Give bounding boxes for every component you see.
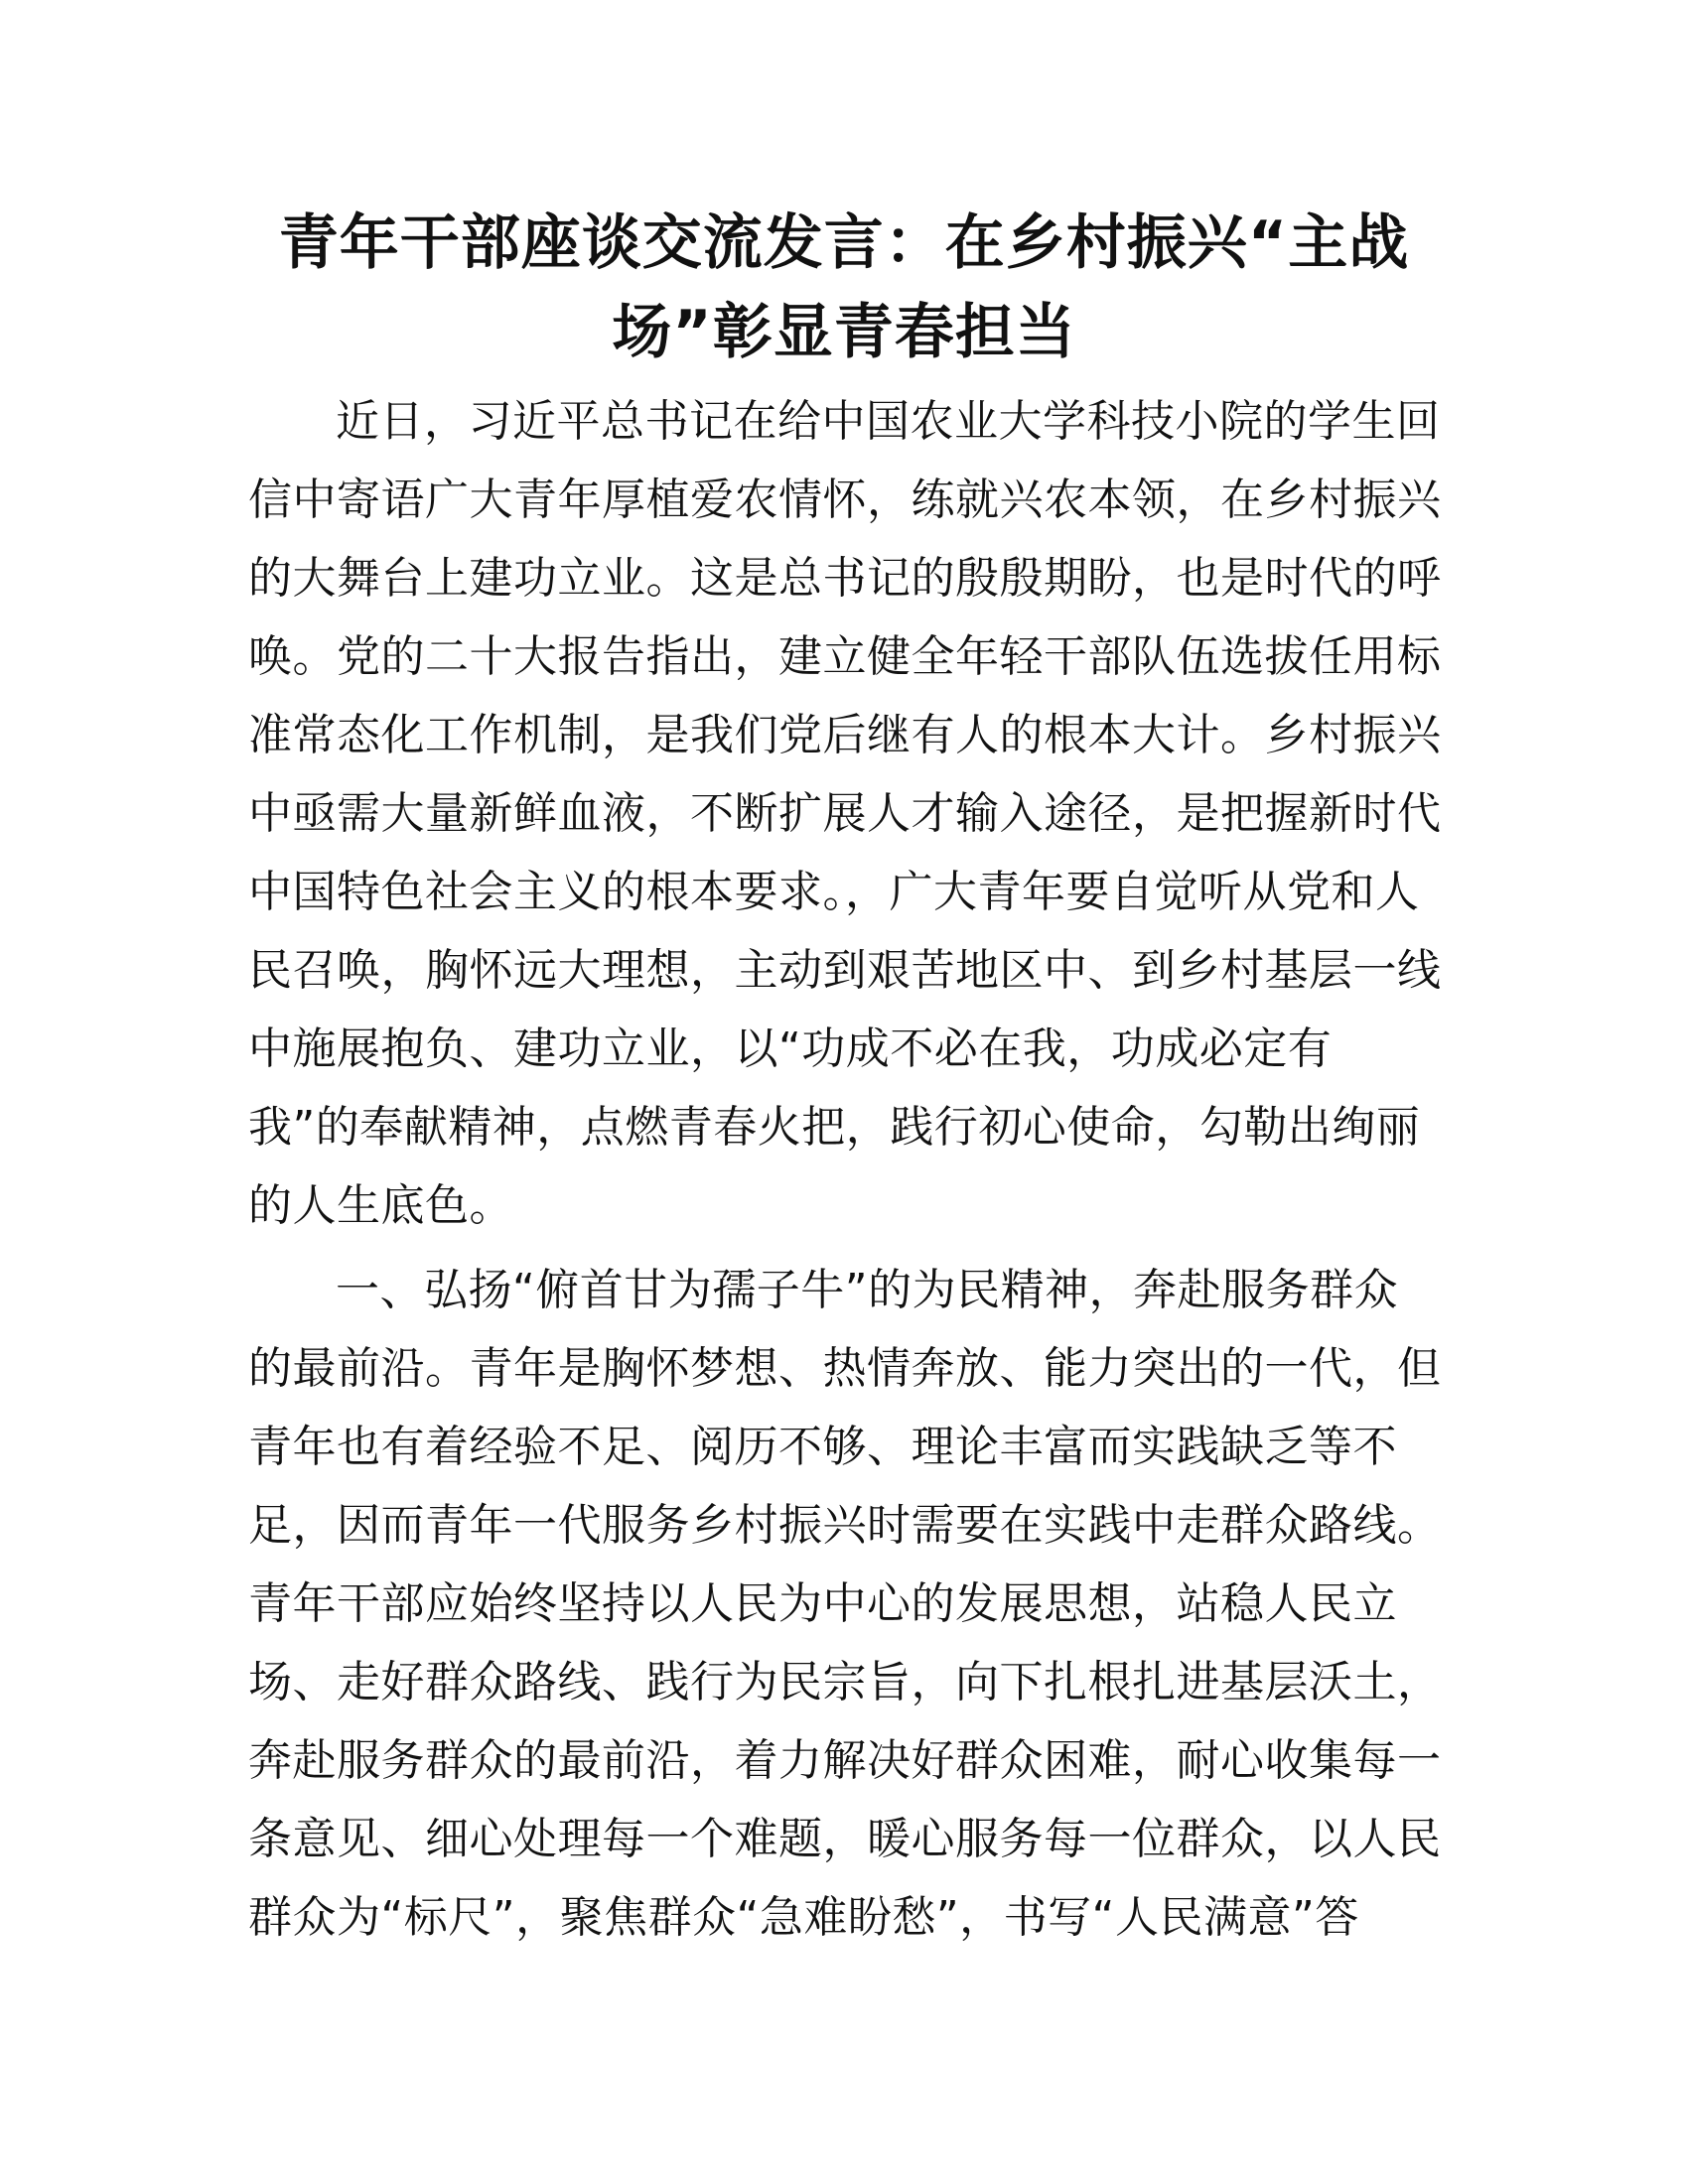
text-line: 条意见、细心处理每一个难题，暖心服务每一位群众，以人民 <box>248 1814 1442 1864</box>
title-line-2: 场”彰显青春担当 <box>612 298 1076 367</box>
text-line: 一、弘扬“俯首甘为孺子牛”的为民精神，奔赴服务群众 <box>336 1265 1399 1315</box>
text-line: 唤。党的二十大报告指出，建立健全年轻干部队伍选拔任用标 <box>248 631 1442 682</box>
text-line: 准常态化工作机制，是我们党后继有人的根本大计。乡村振兴 <box>248 710 1442 760</box>
text-line: 中施展抱负、建功立业，以“功成不必在我，功成必定有 <box>248 1024 1333 1074</box>
text-line: 中亟需大量新鲜血液，不断扩展人才输入途径，是把握新时代 <box>248 788 1442 839</box>
text-line: 青年也有着经验不足、阅历不够、理论丰富而实践缺乏等不 <box>248 1422 1397 1472</box>
text-line: 民召唤，胸怀远大理想，主动到艰苦地区中、到乡村基层一线 <box>248 945 1442 996</box>
text-line: 我”的奉献精神，点燃青春火把，践行初心使命，勾勒出绚丽 <box>248 1102 1421 1153</box>
paragraph-intro <box>248 382 1440 1245</box>
paragraph-section-one <box>248 1251 1440 1957</box>
text-line: 场、走好群众路线、践行为民宗旨，向下扎根扎进基层沃土， <box>248 1657 1442 1707</box>
text-line: 奔赴服务群众的最前沿，着力解决好群众困难，耐心收集每一 <box>248 1735 1442 1786</box>
text-line: 信中寄语广大青年厚植爱农情怀，练就兴农本领，在乡村振兴 <box>248 475 1442 525</box>
text-line: 足，因而青年一代服务乡村振兴时需要在实践中走群众路线。 <box>248 1500 1442 1551</box>
text-line: 近日，习近平总书记在给中国农业大学科技小院的学生回 <box>336 396 1441 447</box>
text-line: 群众为“标尺”，聚焦群众“急难盼愁”，书写“人民满意”答 <box>248 1892 1359 1943</box>
text-line: 的最前沿。青年是胸怀梦想、热情奔放、能力突出的一代，但 <box>248 1343 1442 1394</box>
text-line: 的大舞台上建功立业。这是总书记的殷殷期盼，也是时代的呼 <box>248 553 1442 604</box>
document-body <box>248 382 1440 1963</box>
document-title <box>248 199 1440 377</box>
text-line: 中国特色社会主义的根本要求。，广大青年要自觉听从党和人 <box>248 867 1420 917</box>
text-line: 的人生底色。 <box>248 1180 513 1231</box>
text-line: 青年干部应始终坚持以人民为中心的发展思想，站稳人民立 <box>248 1578 1397 1629</box>
title-line-1: 青年干部座谈交流发言：在乡村振兴“主战 <box>278 208 1410 278</box>
